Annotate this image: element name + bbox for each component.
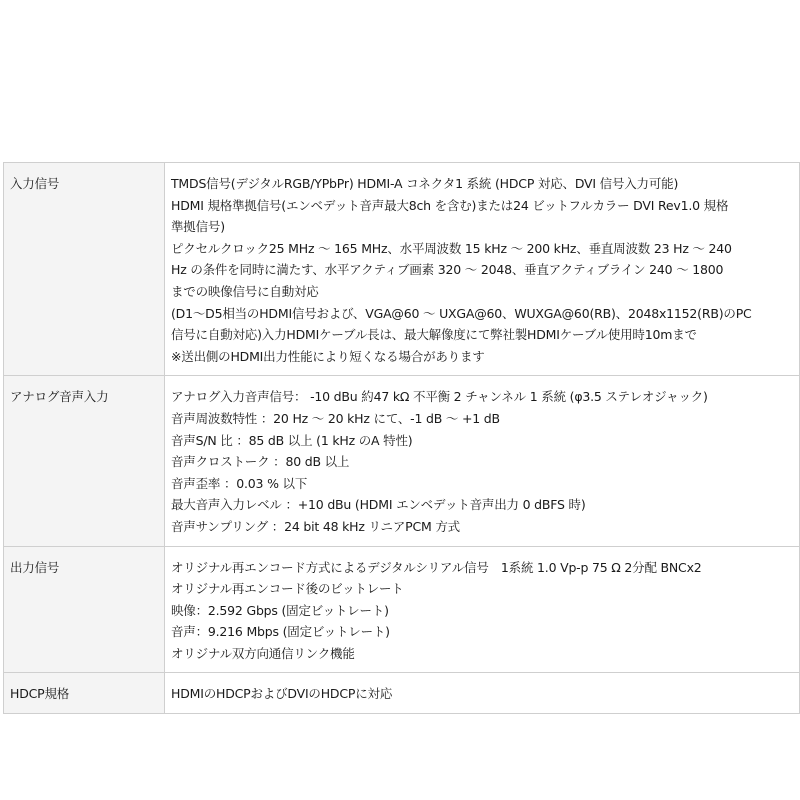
spec-value xyxy=(165,673,800,714)
spec-line: アナログ入力音声信号： -10 dBu 約47 kΩ 不平衡 2 チャンネル 1 系統 (φ3.5 ステレオジャック) xyxy=(171,389,708,405)
spec-row-input-signal xyxy=(4,163,800,376)
spec-label: アナログ音声入力 xyxy=(4,376,165,546)
spec-row-hdcp xyxy=(4,673,800,714)
spec-line: ※送出側のHDMI出力性能により短くなる場合があります xyxy=(171,348,485,364)
spec-line: 準拠信号) xyxy=(171,219,225,235)
spec-label: 入力信号 xyxy=(4,163,165,376)
spec-line: 映像：2.592 Gbps (固定ビットレート) xyxy=(171,602,389,618)
spec-line: 最大音声入力レベル ：+10 dBu (HDMI エンベデット音声出力 0 dBFS 時) xyxy=(171,497,586,513)
spec-line: オリジナル再エンコード方式によるデジタルシリアル信号 1系統 1.0 Vp-p 75 Ω 2分配 BNCx2 xyxy=(171,559,702,575)
spec-line: (D1～D5相当のHDMI信号および、VGA@60 ～ UXGA@60、WUXGA@60(RB)、2048x1152(RB)のPC xyxy=(171,305,752,321)
spec-line: 音声クロストーク ：80 dB 以上 xyxy=(171,454,350,470)
spec-value xyxy=(165,376,800,546)
spec-line: 音声周波数特性 ：20 Hz ～ 20 kHz にて、-1 dB ～ +1 dB xyxy=(171,410,500,426)
spec-line: 音声歪率 ：0.03 % 以下 xyxy=(171,475,308,491)
spec-value xyxy=(165,546,800,673)
spec-line: オリジナル双方向通信リンク機能 xyxy=(171,645,355,661)
spec-line: 音声サンプリング ：24 bit 48 kHz リニアPCM 方式 xyxy=(171,518,460,534)
spec-table xyxy=(3,162,800,714)
spec-line: HDMI 規格準拠信号(エンベデット音声最大8ch を含む)または24 ビットフルカラー DVI Rev1.0 規格 xyxy=(171,197,729,213)
spec-line: 音声S/N 比 ：85 dB 以上 (1 kHz のA 特性) xyxy=(171,432,413,448)
spec-line: TMDS信号(デジタルRGB/YPbPr) HDMI-A コネクタ1 系統 (HDCP 対応、DVI 信号入力可能) xyxy=(171,176,679,191)
spec-label: HDCP規格 xyxy=(4,673,165,714)
spec-line: ピクセルクロック25 MHz ～ 165 MHz、水平周波数 15 kHz ～ 200 kHz、垂直周波数 23 Hz ～ 240 xyxy=(171,240,732,256)
spec-row-analog-audio-input xyxy=(4,376,800,546)
spec-row-output-signal xyxy=(4,546,800,673)
spec-line: 信号に自動対応)入力HDMIケーブル長は、最大解像度にて弊社製HDMIケーブル使用時10mまで xyxy=(171,327,697,343)
spec-line: HDMIのHDCPおよびDVIのHDCPに対応 xyxy=(171,686,393,702)
spec-line: までの映像信号に自動対応 xyxy=(171,283,319,299)
spec-line: Hz の条件を同時に満たす、水平アクティブ画素 320 ～ 2048、垂直アクティブライン 240 ～ 1800 xyxy=(171,262,724,278)
spec-label: 出力信号 xyxy=(4,546,165,673)
spec-line: オリジナル再エンコード後のビットレート xyxy=(171,581,404,597)
spec-line: 音声：9.216 Mbps (固定ビットレート) xyxy=(171,624,390,640)
spec-value xyxy=(165,163,800,376)
